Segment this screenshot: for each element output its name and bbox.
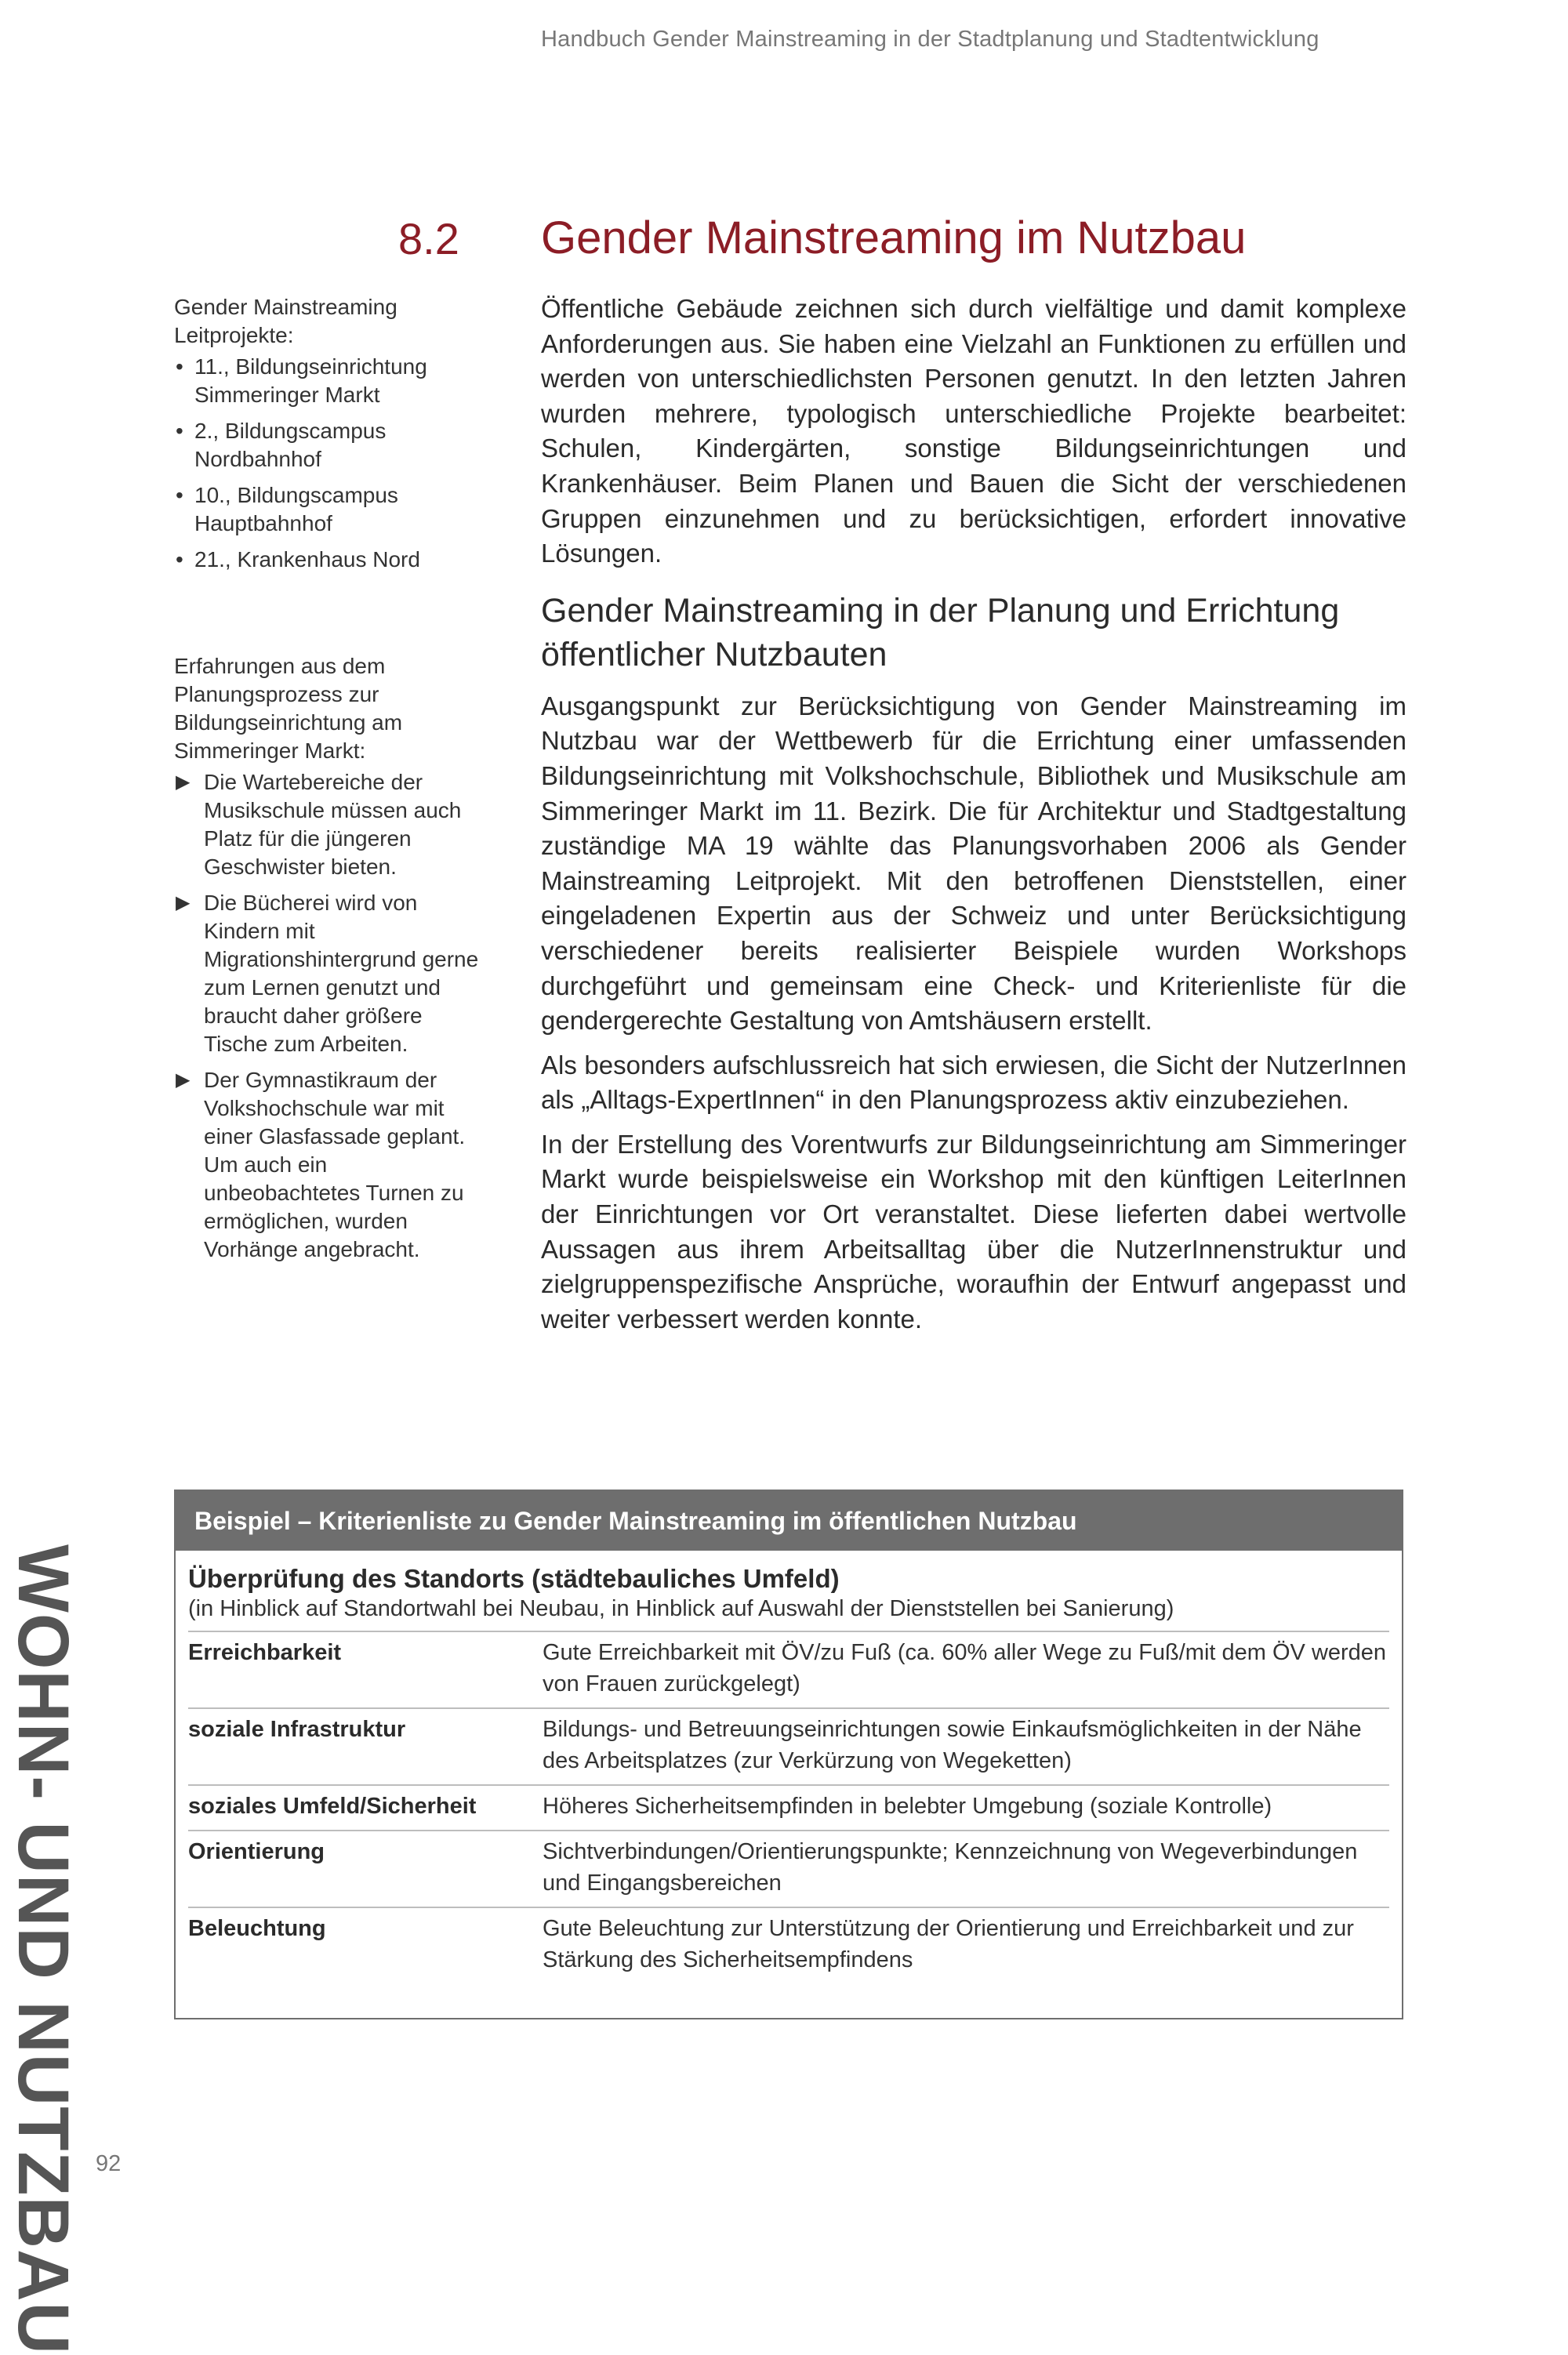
intro-paragraph: Öffentliche Gebäude zeichnen sich durch vielfältige und damit komplexe Anforderungen aus. Sie haben eine Vielzahl an Funktionen zu erfüllen und werden von unterschiedlichsten Personen genutzt. In den letzten Jahren wurden mehrere, typologisch unterschiedliche Projekte bearbeitet: Schulen, Kindergärten, sonstige Bildungseinrichtungen und Krankenhäuser. Beim Planen und Bauen die Sicht der verschiedenen Gruppen einzunehmen und zu berücksichtigen, erfordert innovative Lösungen. <box>541 294 1406 568</box>
experience-text: Die Wartebereiche der Musikschule müssen auch Platz für die jüngeren Geschwister bieten. <box>204 770 462 879</box>
list-item <box>174 353 480 409</box>
list-item <box>174 481 480 538</box>
main-text <box>541 292 1406 1346</box>
running-header: Handbuch Gender Mainstreaming in der Stadtplanung und Stadtentwicklung <box>541 27 1319 52</box>
criterion-label: Erreichbarkeit <box>188 1640 342 1665</box>
list-item <box>174 889 480 1058</box>
bullet-icon: • <box>176 354 183 379</box>
criterion-description: Bildungs- und Betreuungseinrichtungen sowie Einkaufsmöglichkeiten in der Nähe des Arbeitsplatzes (zur Verkürzung von Wegeketten) <box>543 1717 1362 1773</box>
criterion-description: Gute Beleuchtung zur Unterstützung der Orientierung und Erreichbarkeit und zur Stärkung des Sicherheitsempfindens <box>543 1916 1354 1972</box>
list-item <box>174 1066 480 1264</box>
bullet-icon: • <box>176 483 183 507</box>
criterion-label: Orientierung <box>188 1839 325 1864</box>
triangle-right-icon: ▶ <box>176 892 191 913</box>
table-body <box>176 1551 1402 1983</box>
sidebar-experiences <box>174 652 480 1264</box>
project-label: 10., Bildungscampus Hauptbahnhof <box>194 483 398 535</box>
page-number: 92 <box>96 2151 122 2176</box>
sidebar <box>174 293 480 1272</box>
section-number: 8.2 <box>398 214 459 263</box>
table-row <box>188 1908 1389 1983</box>
project-label: 11., Bildungseinrichtung Simmeringer Markt <box>194 354 427 407</box>
criterion-description: Höheres Sicherheitsempfinden in belebter Umgebung (soziale Kontrolle) <box>543 1794 1272 1819</box>
experience-list <box>174 768 480 1264</box>
list-item <box>174 546 480 574</box>
triangle-right-icon: ▶ <box>176 771 191 793</box>
sidebar-projects-title: Gender Mainstreaming Leitprojekte: <box>174 295 397 347</box>
table-row <box>188 1709 1389 1786</box>
table-row <box>188 1632 1389 1709</box>
criterion-description: Sichtverbindungen/Orientierungspunkte; Kennzeichnung von Wegeverbindungen und Eingangsbereichen <box>543 1839 1358 1896</box>
example-criteria-table <box>174 1490 1403 2019</box>
list-item <box>174 417 480 474</box>
table-section-subtitle: (in Hinblick auf Standortwahl bei Neubau, in Hinblick auf Auswahl der Dienststellen bei Sanierung) <box>188 1596 1174 1621</box>
table-header: Beispiel – Kriterienliste zu Gender Mainstreaming im öffentlichen Nutzbau <box>176 1491 1402 1551</box>
project-list <box>174 353 480 574</box>
criterion-label: soziale Infrastruktur <box>188 1717 406 1742</box>
project-label: 21., Krankenhaus Nord <box>194 547 420 572</box>
criterion-label: Beleuchtung <box>188 1916 326 1941</box>
paragraph: In der Erstellung des Vorentwurfs zur Bildungseinrichtung am Simmeringer Markt wurde beispielsweise ein Workshop mit den künftigen LeiterInnen der Einrichtungen vor Ort veranstaltet. Diese lieferten dabei wertvolle Aussagen aus ihrem Arbeitsalltag über die NutzerInnenstruktur und zielgruppenspezifische Ansprüche, woraufhin der Entwurf angepasst und weiter verbessert werden konnte. <box>541 1129 1406 1334</box>
section-title: Gender Mainstreaming im Nutzbau <box>541 212 1247 263</box>
chapter-side-label: WOHN- UND NUTZBAU <box>3 1544 83 2355</box>
criterion-description: Gute Erreichbarkeit mit ÖV/zu Fuß (ca. 60% aller Wege zu Fuß/mit dem ÖV werden von Frauen zurückgelegt) <box>543 1640 1387 1696</box>
bullet-icon: • <box>176 547 183 572</box>
bullet-icon: • <box>176 419 183 443</box>
project-label: 2., Bildungscampus Nordbahnhof <box>194 419 387 471</box>
paragraph: Ausgangspunkt zur Berücksichtigung von Gender Mainstreaming im Nutzbau war der Wettbewerb für die Errichtung einer umfassenden Bildungseinrichtung mit Volkshochschule, Bibliothek und Musikschule am Simmeringer Markt im 11. Bezirk. Die für Architektur und Stadtgestaltung zuständige MA 19 wählte das Planungsvorhaben 2006 als Gender Mainstreaming Leitprojekt. Mit den betroffenen Dienststellen, einer eingeladenen Expertin aus der Schweiz und unter Berücksichtigung verschiedener bereits realisierter Beispiele wurden Workshops durchgeführt und gemeinsam eine Check- und Kriterienliste für die gendergerechte Gestaltung von Amtshäusern erstellt. <box>541 691 1406 1036</box>
criterion-label: soziales Umfeld/Sicherheit <box>188 1794 477 1819</box>
sidebar-experiences-title: Erfahrungen aus dem Planungsprozess zur Bildungseinrichtung am Simmeringer Markt: <box>174 654 403 763</box>
list-item <box>174 768 480 881</box>
experience-text: Der Gymnastikraum der Volkshochschule war mit einer Glasfassade geplant. Um auch ein unbeobachtetes Turnen zu ermöglichen, wurden Vorhänge angebracht. <box>204 1068 466 1261</box>
paragraph: Als besonders aufschlussreich hat sich erwiesen, die Sicht der NutzerInnen als „Alltags-ExpertInnen“ in den Planungsprozess aktiv einzubeziehen. <box>541 1050 1406 1115</box>
table-row <box>188 1786 1389 1831</box>
table-row <box>188 1831 1389 1908</box>
triangle-right-icon: ▶ <box>176 1069 191 1090</box>
experience-text: Die Bücherei wird von Kindern mit Migrationshintergrund gerne zum Lernen genutzt und braucht daher größere Tische zum Arbeiten. <box>204 891 479 1056</box>
subheading: Gender Mainstreaming in der Planung und Errichtung öffentlicher Nutzbauten <box>541 591 1340 673</box>
table-section-head <box>188 1551 1389 1632</box>
table-section-title: Überprüfung des Standorts (städtebauliches Umfeld) <box>188 1564 840 1593</box>
